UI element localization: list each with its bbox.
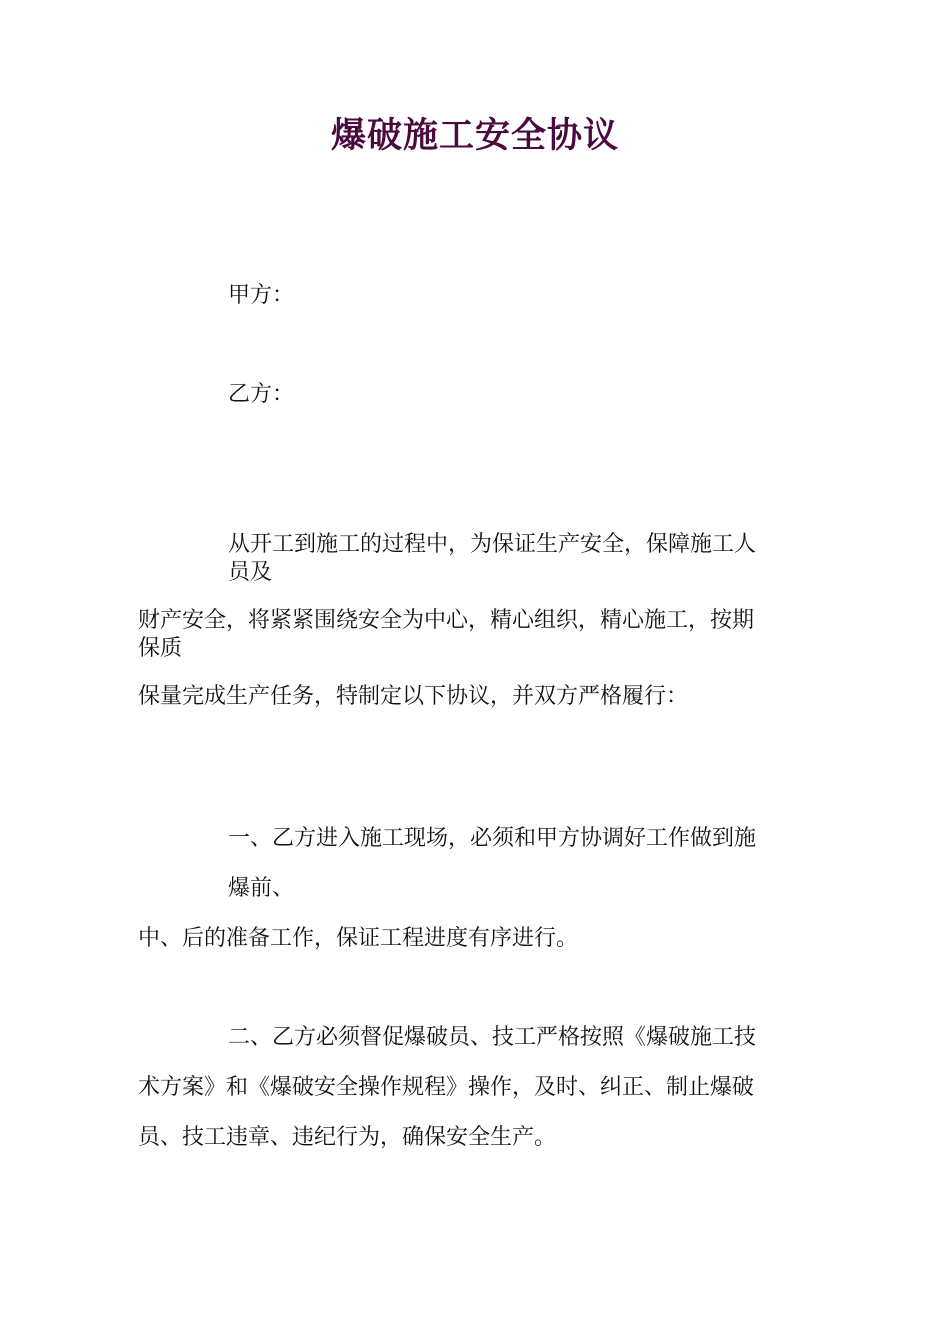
party-b-label: 乙方： (228, 382, 295, 407)
clause-1-line-1: 一、乙方进入施工现场，必须和甲方协调好工作做到施 (228, 826, 757, 851)
clause-2-line-3: 员、技工违章、违纪行为，确保安全生产。 (138, 1125, 557, 1150)
intro-line-4: 保质 (138, 636, 183, 661)
clause-2-line-1: 二、乙方必须督促爆破员、技工严格按照《爆破施工技 (228, 1025, 757, 1050)
intro-line-2: 员及 (228, 560, 273, 585)
intro-line-5: 保量完成生产任务，特制定以下协议，并双方严格履行： (138, 684, 689, 709)
document-title: 爆破施工安全协议 (330, 116, 619, 156)
party-a-label: 甲方： (228, 283, 295, 308)
clause-1-line-3: 中、后的准备工作，保证工程进度有序进行。 (138, 926, 579, 951)
intro-line-1: 从开工到施工的过程中，为保证生产安全，保障施工人 (228, 532, 757, 557)
intro-line-3: 财产安全，将紧紧围绕安全为中心，精心组织，精心施工，按期 (138, 608, 755, 633)
clause-2-line-2: 术方案》和《爆破安全操作规程》操作，及时、纠正、制止爆破 (138, 1075, 755, 1100)
clause-1-line-2: 爆前、 (228, 876, 295, 901)
